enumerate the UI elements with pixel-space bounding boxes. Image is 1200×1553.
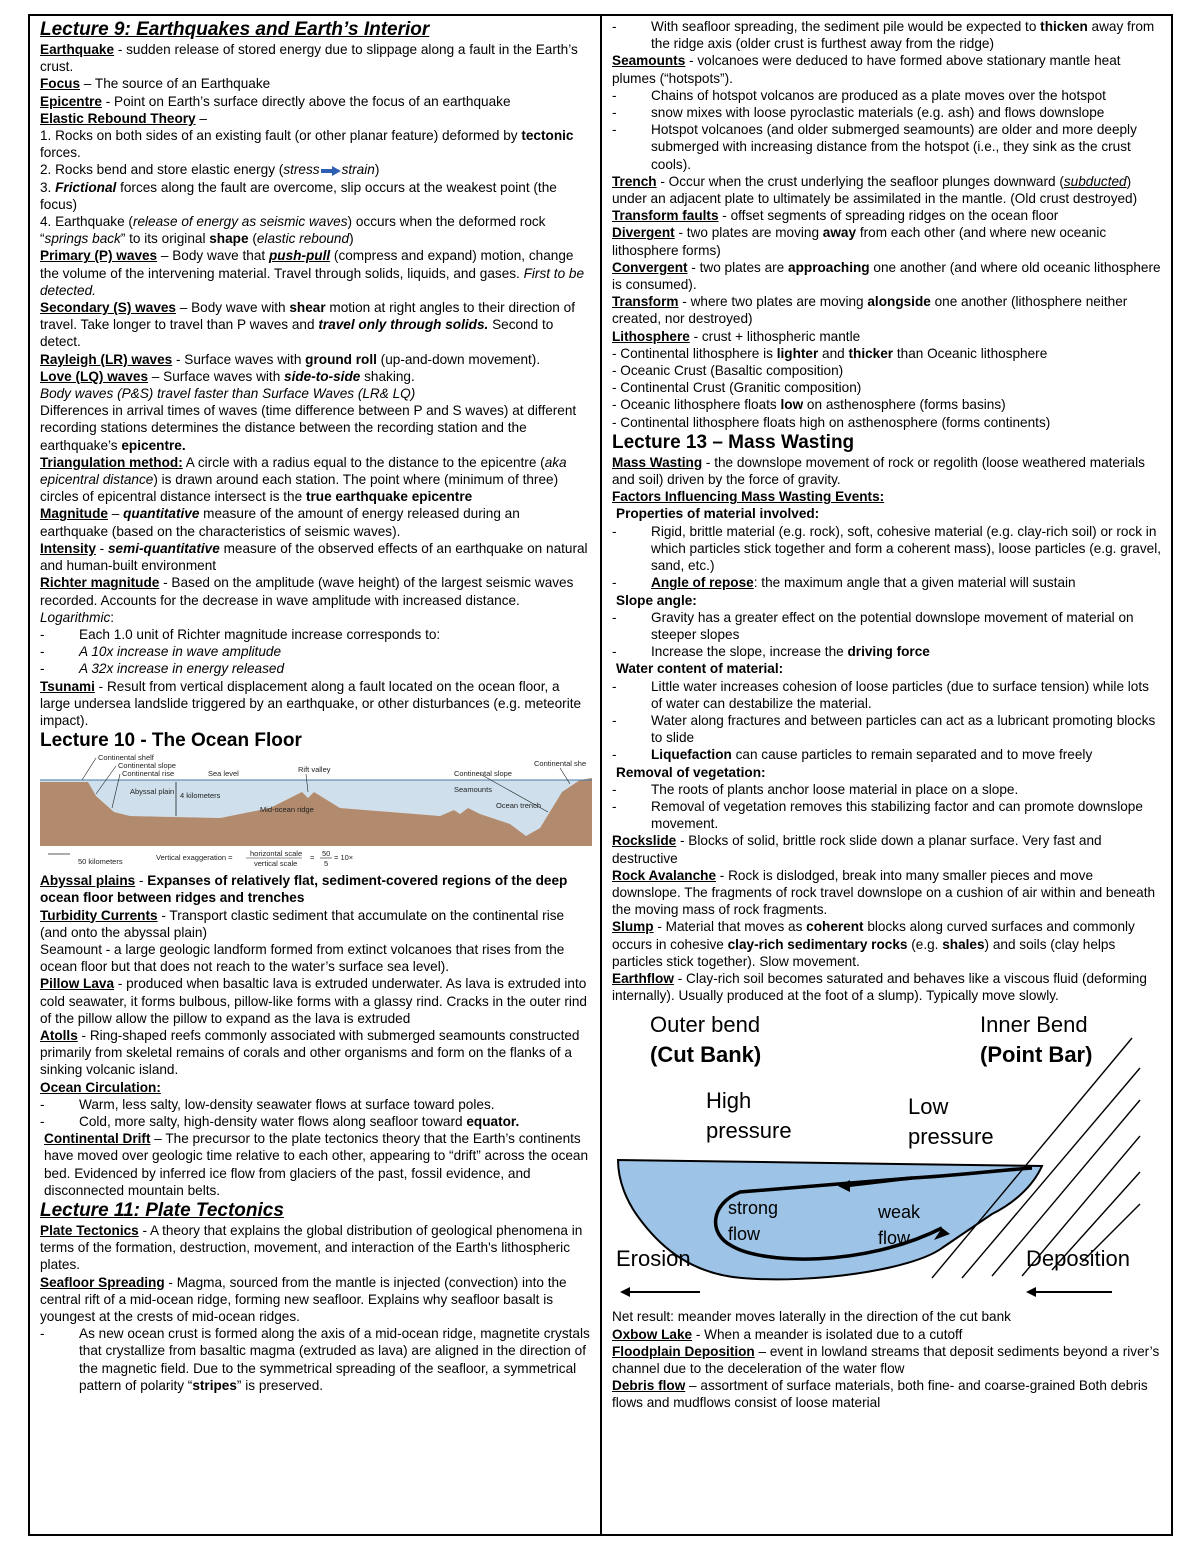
list-item: - A 10x increase in wave amplitude [40,644,282,660]
vertical-scale-label: vertical scale [254,859,298,869]
continental-drift-def: Continental Drift – The precursor to the plate tectonics theory that the Earth’s continents have moved over geologic time relative to each other, appearing to “drift” across the ocean bed. Evidenced by inferred ice flow from glaciers of the past, fossil evidence, and disconnected mountain belts. [44,1131,589,1198]
focus-def: Focus – The source of an Earthquake [40,76,271,92]
atolls-def: Atolls - Ring-shaped reefs commonly associated with submerged seamounts constructed primarily from skeletal remains of corals and other organisms and form on the flanks of a sinking volcanic island. [40,1027,580,1078]
lithosphere-note-5: - Continental lithosphere floats high on asthenosphere (forms continents) [612,414,1051,430]
earthquake-def: Earthquake - sudden release of stored energy due to slippage along a fault in the Earth’s crust. [40,42,578,75]
factors-heading: Factors Influencing Mass Wasting Events: [612,489,885,505]
rayleigh-waves-def: Rayleigh (LR) waves - Surface waves with ground roll (up-and-down movement). [40,351,541,367]
list-item: - Each 1.0 unit of Richter magnitude increase corresponds to: [40,626,441,642]
five-label: 5 [324,859,329,869]
p-waves-def: Primary (P) waves – Body wave that push-pull (compress and expand) motion, change the volume of the intervening material. Travel through solids, liquids, and gases. First to be detected. [40,248,585,298]
rockslide-def: Rockslide - Blocks of solid, brittle rock slide down a planar surface. Very fast and destructive [612,833,1102,866]
pressure-high-label: pressure [706,1118,792,1144]
epicentre-def: Epicentre - Point on Earth’s surface directly above the focus of an earthquake [40,93,511,109]
low-label: Low [908,1094,949,1120]
sea-level-label: Sea level [208,769,239,779]
floodplain-def: Floodplain Deposition – event in lowland streams that deposit sediments beyond a river’s channel due to the deceleration of the water flow [612,1343,1160,1376]
lecture-13-heading: Lecture 13 – Mass Wasting [612,431,855,453]
meander-diagram [612,1008,1142,1306]
net-result-note: Net result: meander moves laterally in the direction of the cut bank [612,1309,1011,1325]
lithosphere-note-2: - Oceanic Crust (Basaltic composition) [612,363,844,379]
list-item: - The roots of plants anchor loose material in place on a slope. [612,781,1019,797]
list-item: - Water along fractures and between particles can act as a lubricant promoting blocks to slide [612,712,1156,746]
list-item: - As new ocean crust is formed along the axis of a mid-ocean ridge, magnetite crystals that crystallize from basaltic magma (extruded as lava) are aligned in the direction of the magnetic field. Due to the symmetrical spreading of the seafloor, a symmetrical pattern of polarity “stripes” is preserved. [40,1326,590,1393]
vertical-exaggeration-label: Vertical exaggeration = [156,853,233,863]
strong-label: strong [728,1198,779,1219]
list-item: - Removal of vegetation removes this stabilizing factor and can promote downslope movement. [612,798,1143,832]
trench-def: Trench - Occur when the crust underlying the seafloor plunges downward (subducted) under an adjacent plate to ultimately be assimilated in the mantle. (Old crust destroyed) [612,173,1138,207]
oxbow-lake-def: Oxbow Lake - When a meander is isolated due to a cutoff [612,1326,963,1342]
ocean-circulation-heading: Ocean Circulation: [40,1079,161,1095]
continental-slope-label: Continental slope [118,761,176,771]
lecture-11-heading: Lecture 11: Plate Tectonics [40,1199,284,1221]
list-item: - Liquefaction can cause particles to remain separated and to move freely [612,747,1093,763]
elastic-step-4: 4. Earthquake (release of energy as seismic waves) occurs when the deformed rock “springs back” to its original shape (elastic rebound) [40,214,546,247]
ten-x-label: = 10× [334,853,354,863]
lithosphere-def: Lithosphere - crust + lithospheric mantle [612,328,861,344]
divergent-def: Divergent - two plates are moving away from each other (and where new oceanic lithosphere forms) [612,225,1107,258]
abyssal-plain-label: Abyssal plain [130,787,175,797]
horizontal-scale-label: horizontal scale [250,849,303,859]
richter-def: Richter magnitude - Based on the amplitude (wave height) of the largest seismic waves recorded. Accounts for the decrease in wave amplitude with increased distance. Logarithmic: [40,575,574,625]
list-item: - Little water increases cohesion of loose particles (due to surface tension) while lots of water can destabilize the material. [612,678,1149,711]
earthflow-def: Earthflow - Clay-rich soil becomes saturated and behaves like a viscous fluid (deforming internally). Usually produced at the foot of a slump). Typically move slowly. [612,970,1147,1004]
mid-ocean-ridge-label: Mid-ocean ridge [260,805,314,815]
abyssal-plains-def: Abyssal plains - Expanses of relatively flat, sediment-covered regions of the deep ocean floor between ridges and trenches [40,873,568,906]
flow-weak-label: flow [878,1228,911,1249]
list-item: - Cold, more salty, high-density water flows along seafloor toward equator. [40,1113,520,1129]
water-content-heading: Water content of material: [616,661,784,677]
convergent-def: Convergent - two plates are approaching one another (and where old oceanic lithosphere is consumed). [612,259,1161,293]
seamounts-def: Seamounts - volcanoes were deduced to have formed above stationary mantle heat plumes (“hotspots”). [612,53,1121,86]
lithosphere-note-3: - Continental Crust (Granitic composition) [612,380,862,396]
debris-flow-def: Debris flow – assortment of surface materials, both fine- and coarse-grained Both debris flows and mudflows consist of loose material [612,1378,1148,1411]
four-km-label: 4 kilometers [180,791,221,801]
list-item: - Chains of hotspot volcanos are produced as a plate moves over the hotspot [612,87,1106,103]
elastic-step-1: 1. Rocks on both sides of an existing fault (or other planar feature) deformed by tectonic forces. [40,128,574,161]
rift-valley-label: Rift valley [298,765,331,775]
magnitude-def: Magnitude – quantitative measure of the amount of energy released during an earthquake (based on the characteristics of seismic waves). [40,506,520,539]
list-item: - snow mixes with loose pyroclastic materials (e.g. ash) and flows downslope [612,105,1105,121]
seafloor-spreading-def: Seafloor Spreading - Magma, sourced from the mantle is injected (convection) into the central rift of a mid-ocean ridge, forming new seafloor. Explains why seafloor basalt is youngest at the crests of mid-ocean ridges. [40,1274,567,1324]
elastic-rebound-def: Elastic Rebound Theory – [40,110,207,126]
elastic-step-2: 2. Rocks bend and store elastic energy (stress strain) [40,162,380,178]
intensity-def: Intensity - semi-quantitative measure of the observed effects of an earthquake on natural and human-built environment [40,540,588,574]
lecture-9-heading: Lecture 9: Earthquakes and Earth’s Interior [40,19,430,40]
s-waves-def: Secondary (S) waves – Body wave with shear motion at right angles to their direction of travel. Take longer to travel than P waves and travel only through solids. Second to detect. [40,300,575,350]
transform-faults-def: Transform faults - offset segments of spreading ridges on the ocean floor [612,208,1059,224]
cut-bank-label: Cut Bank [657,1042,754,1068]
list-item: - Rigid, brittle material (e.g. rock), soft, cohesive material (e.g. clay-rich soil) or rock in which particles stick together and form a coherent mass), loose particles (e.g. gravel, sand, etc.) [612,523,1161,574]
lecture-10-heading: Lecture 10 - The Ocean Floor [40,730,302,752]
right-arrow-icon [320,165,342,177]
continental-slope-right-label: Continental slope [454,769,512,779]
continental-shelf-label: Continental shelf [98,753,154,763]
right-column [602,16,1171,1534]
left-column [30,16,602,1534]
list-item: - Gravity has a greater effect on the potential downslope movement of material on steeper slopes [612,609,1134,642]
turbidity-def: Turbidity Currents - Transport clastic sediment that accumulate on the continental rise (and onto the abyssal plain) [40,907,565,940]
pillow-lava-def: Pillow Lava - produced when basaltic lava is extruded underwater. As lava is extruded into cold seawater, it forms bulbous, pillow-like forms with a glassy rind. Cracks in the outer rind of the pillow allow the pillow to expand as the lava is extruded [40,976,587,1026]
love-waves-def: Love (LQ) waves – Surface waves with side-to-side shaking. [40,368,415,384]
list-item: - Hotspot volcanoes (and older submerged seamounts) are older and more deeply submerged with increasing distance from the hotspot (i.e., they sink as the crust cools). [612,122,1137,172]
list-item: - Angle of repose: the maximum angle that a given material will sustain [612,575,1076,591]
ocean-floor-diagram [40,752,592,868]
transform-def: Transform - where two plates are moving alongside one another (lithosphere neither created, nor destroyed) [612,294,1128,327]
seamount-def: Seamount - a large geologic landform formed from extinct volcanoes that rises from the ocean floor but that does not reach to the water’s surface sea level). [40,941,565,975]
pressure-low-label: pressure [908,1124,994,1150]
tsunami-def: Tsunami - Result from vertical displacement along a fault located on the ocean floor, a large undersea landslide triggered by an earthquake, or other disturbances (e.g. meteorite impact). [40,678,582,728]
continental-rise-label: Continental rise [122,769,175,779]
point-bar-label: Point Bar [987,1042,1086,1068]
list-item: - A 32x increase in energy released [40,661,285,677]
weak-label: weak [878,1202,921,1223]
erosion-label: Erosion [616,1246,691,1272]
arrival-times-note: Differences in arrival times of waves (time difference between P and S waves) at different recording stations determines the distance between the recording station and the earthquake’s epicentre. [40,403,577,453]
vegetation-heading: Removal of vegetation: [616,764,766,780]
body-waves-note: Body waves (P&S) travel faster than Surface Waves (LR& LQ) [40,386,416,402]
continental-shelf-right-label: Continental she [534,759,587,769]
properties-heading: Properties of material involved: [616,506,820,522]
list-item: - With seafloor spreading, the sediment pile would be expected to thicken away from the ridge axis (older crust is furthest away from the ridge) [612,19,1155,52]
lithosphere-note-1: - Continental lithosphere is lighter and thicker than Oceanic lithosphere [612,345,1048,361]
seamounts-label: Seamounts [454,785,492,795]
high-label: High [706,1088,752,1114]
mass-wasting-def: Mass Wasting - the downslope movement of rock or regolith (loose weathered materials and soil) driven by the force of gravity. [612,454,1145,488]
deposition-label: Deposition [1026,1246,1130,1272]
triangulation-def: Triangulation method: A circle with a radius equal to the distance to the epicentre (aka epicentral distance) is drawn around each station. The point where (minimum of three) circles of epicentral distance intersect is the true earthquake epicentre [40,454,567,505]
lithosphere-note-4: - Oceanic lithosphere floats low on asthenosphere (forms basins) [612,397,1006,413]
slump-def: Slump - Material that moves as coherent blocks along curved surfaces and commonly occurs in cohesive clay-rich sedimentary rocks (e.g. shales) and soils (clay helps particles stick together). Slow movement. [612,919,1135,969]
svg-text:(Point Bar): (Point Bar) [980,1042,1093,1068]
svg-text:(Cut Bank): (Cut Bank) [650,1042,762,1068]
plate-tectonics-def: Plate Tectonics - A theory that explains the global distribution of geological phenomena in terms of the formation, destruction, movement, and interaction of the Earth's lithospheric plates. [40,1222,583,1273]
inner-bend-label: Inner Bend [980,1012,1088,1038]
study-sheet [28,14,1173,1536]
flow-strong-label: flow [728,1224,761,1245]
slope-angle-heading: Slope angle: [616,592,697,608]
outer-bend-label: Outer bend [650,1012,761,1038]
ocean-trench-label: Ocean trench [496,801,542,811]
elastic-step-3: 3. Frictional forces along the fault are overcome, slip occurs at the weakest point (the focus) [40,179,557,212]
fifty-label: 50 [322,849,331,859]
list-item: - Warm, less salty, low-density seawater flows at surface toward poles. [40,1096,495,1112]
equals-label: = [310,853,315,863]
rock-avalanche-def: Rock Avalanche - Rock is dislodged, break into many smaller pieces and move downslope. The fragments of rock travel downslope on a cushion of air within and beneath the moving mass of rock fragments. [612,867,1156,918]
fifty-km-label: 50 kilometers [78,857,123,867]
list-item: - Increase the slope, increase the driving force [612,644,930,660]
